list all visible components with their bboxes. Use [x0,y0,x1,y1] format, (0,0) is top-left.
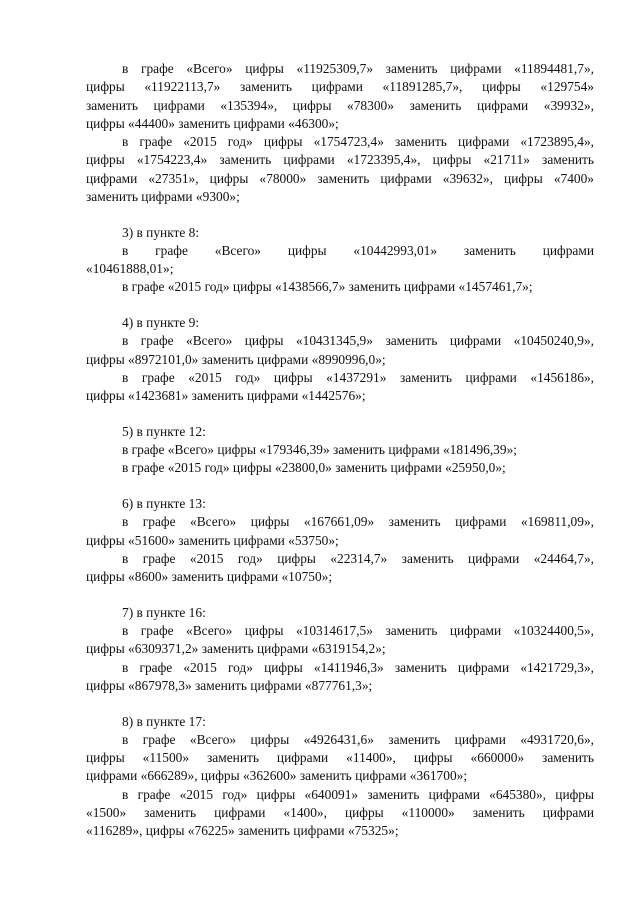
paragraph-line: заменить цифрами «135394», цифры «78300» заменить цифрами «39932», [86,97,594,113]
paragraph-line: в графе «2015 год» цифры «23800,0» заменить цифрами «25950,0»; [122,460,506,476]
paragraph-line: в графе «2015 год» цифры «1411946,3» заменить цифрами «1421729,3», [122,659,594,675]
paragraph-line: цифрами «27351», цифры «78000» заменить цифрами «39632», цифры «7400» [86,170,594,186]
paragraph [86,133,594,206]
paragraph-line: цифрами «666289», цифры «362600» заменить цифрами «361700»; [86,768,468,784]
paragraph-line: цифры «44400» заменить цифрами «46300»; [86,115,339,131]
section-heading: 3) в пункте 8: [122,224,200,240]
document-page [86,60,594,858]
document-section [86,224,594,297]
paragraph-line: в графе «2015 год» цифры «1438566,7» заменить цифрами «1457461,7»; [122,279,533,295]
paragraph [86,513,594,550]
paragraph [86,550,594,587]
paragraph-line: в графе «2015 год» цифры «1754723,4» заменить цифрами «1723895,4», [122,134,594,149]
paragraph [86,659,594,696]
document-section [86,423,594,478]
paragraph-line: цифры «1754223,4» заменить цифрами «1723395,4», цифры «21711» заменить [86,152,594,168]
paragraph-line: цифры «6309371,2» заменить цифрами «6319154,2»; [86,641,386,657]
paragraph [86,278,594,296]
paragraph-line: в графе «Всего» цифры «167661,09» заменить цифрами «169811,09», [122,514,594,530]
paragraph [86,60,594,133]
document-section [86,314,594,405]
paragraph [86,786,594,841]
paragraph-line: цифры «8600» заменить цифрами «10750»; [86,569,333,584]
paragraph-line: в графе «2015 год» цифры «640091» заменить цифрами «645380», цифры [122,786,594,802]
paragraph-line: заменить цифрами «9300»; [86,188,240,204]
paragraph-line: в графе «Всего» цифры «179346,39» заменить цифрами «181496,39»; [122,442,517,457]
document-section [86,604,594,695]
section-heading: 6) в пункте 13: [122,496,206,511]
paragraph-line: «1500» заменить цифрами «1400», цифры «110000» заменить цифрами [86,804,594,820]
paragraph-line: в графе «2015 год» цифры «22314,7» заменить цифрами «24464,7», [122,550,594,566]
paragraph-line: цифры «1423681» заменить цифрами «1442576»; [86,388,366,403]
document-body [86,60,594,840]
paragraph-line: цифры «51600» заменить цифрами «53750»; [86,532,339,548]
section-heading: 5) в пункте 12: [122,423,206,439]
paragraph [86,332,594,369]
paragraph [86,441,594,459]
paragraph [86,242,594,279]
paragraph [86,459,594,477]
paragraph-line: в графе «Всего» цифры «10442993,01» заменить цифрами [122,242,594,258]
paragraph-line: цифры «11922113,7» заменить цифрами «11891285,7», цифры «129754» [86,79,594,95]
document-section [86,60,594,206]
paragraph-line: цифры «867978,3» заменить цифрами «877761,3»; [86,677,373,693]
section-heading: 4) в пункте 9: [122,315,200,330]
paragraph-line: в графе «Всего» цифры «10431345,9» заменить цифрами «10450240,9», [122,333,594,349]
paragraph-line: в графе «Всего» цифры «4926431,6» заменить цифрами «4931720,6», [122,731,594,747]
document-section [86,495,594,586]
paragraph-line: «10461888,01»; [86,261,174,276]
document-section [86,713,594,841]
paragraph [86,731,594,786]
paragraph-line: «116289», цифры «76225» заменить цифрами «75325»; [86,823,399,838]
paragraph-line: цифры «8972101,0» заменить цифрами «8990996,0»; [86,351,386,367]
section-heading: 7) в пункте 16: [122,604,206,620]
paragraph-line: цифры «11500» заменить цифрами «11400», цифры «660000» заменить [86,750,594,765]
paragraph [86,369,594,406]
paragraph [86,622,594,659]
paragraph-line: в графе «Всего» цифры «10314617,5» заменить цифрами «10324400,5», [122,623,594,638]
section-heading: 8) в пункте 17: [122,713,206,729]
paragraph-line: в графе «Всего» цифры «11925309,7» заменить цифрами «11894481,7», [122,61,594,76]
paragraph-line: в графе «2015 год» цифры «1437291» заменить цифрами «1456186», [122,369,594,385]
